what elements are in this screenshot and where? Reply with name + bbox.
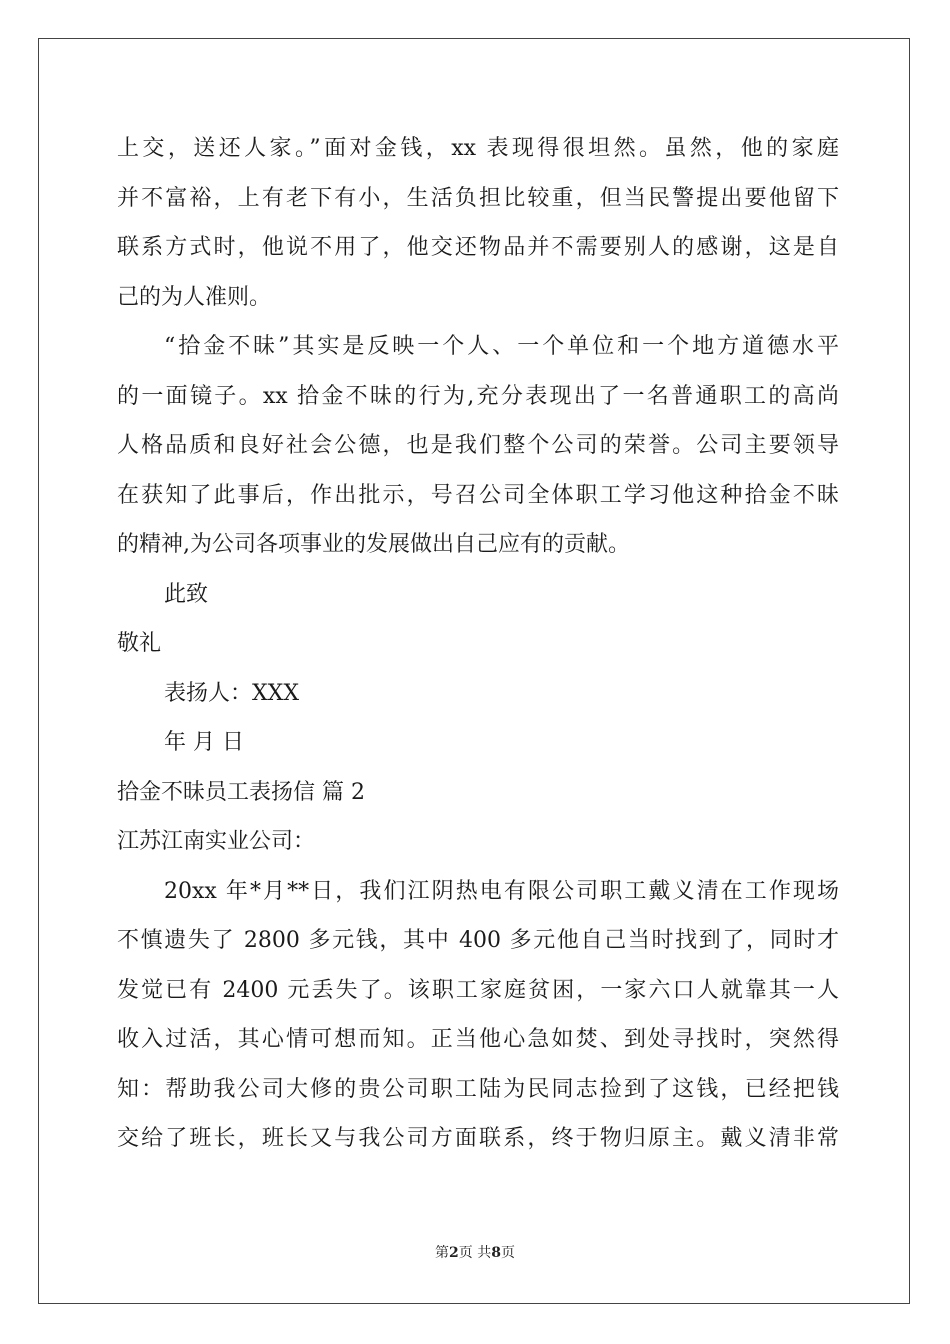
footer-mid: 页 共 xyxy=(458,1245,492,1261)
text-line: 年 月 日 xyxy=(164,730,244,755)
text-line: 表扬人：XXX xyxy=(164,680,299,706)
footer-suffix: 页 xyxy=(500,1245,515,1261)
text-line: 不慎遗失了 2800 多元钱，其中 400 多元他自己当时找到了，同时才 xyxy=(117,928,839,953)
footer-page-number: 2 xyxy=(449,1245,459,1261)
text-line: 的精神,为公司各项事业的发展做出自己应有的贡献。 xyxy=(117,532,630,557)
footer-total-pages: 8 xyxy=(491,1245,501,1261)
text-line: 此致 xyxy=(164,581,209,607)
document-body xyxy=(117,124,839,1164)
text-line: 拾金不昧员工表扬信 篇 2 xyxy=(117,779,365,805)
text-line: 知：帮助我公司大修的贵公司职工陆为民同志捡到了这钱，已经把钱 xyxy=(117,1076,839,1102)
text-line: 在获知了此事后，作出批示，号召公司全体职工学习他这种拾金不昧 xyxy=(117,482,839,508)
text-line: 上交，送还人家。”面对金钱，xx 表现得很坦然。虽然，他的家庭 xyxy=(117,136,839,161)
page-footer xyxy=(0,1242,950,1262)
text-line: 己的为人准则。 xyxy=(117,284,272,310)
text-line: 的一面镜子。xx 拾金不昧的行为,充分表现出了一名普通职工的高尚 xyxy=(117,383,839,409)
text-line: 并不富裕，上有老下有小，生活负担比较重，但当民警提出要他留下 xyxy=(117,185,839,211)
text-line: 人格品质和良好社会公德，也是我们整个公司的荣誉。公司主要领导 xyxy=(117,433,839,458)
text-line: 收入过活，其心情可想而知。正当他心急如焚、到处寻找时，突然得 xyxy=(117,1027,839,1052)
text-line: 江苏江南实业公司： xyxy=(117,829,316,854)
text-line: 敬礼 xyxy=(117,631,162,656)
text-line: 交给了班长，班长又与我公司方面联系，终于物归原主。戴义清非常 xyxy=(117,1126,839,1151)
footer-prefix: 第 xyxy=(435,1245,450,1261)
text-line: 联系方式时，他说不用了，他交还物品并不需要别人的感谢，这是自 xyxy=(117,235,839,260)
text-line: 发觉已有 2400 元丢失了。该职工家庭贫困，一家六口人就靠其一人 xyxy=(117,977,839,1003)
text-line: “拾金不昧”其实是反映一个人、一个单位和一个地方道德水平 xyxy=(164,334,839,359)
text-line: 20xx 年*月**日，我们江阴热电有限公司职工戴义清在工作现场 xyxy=(164,878,839,904)
